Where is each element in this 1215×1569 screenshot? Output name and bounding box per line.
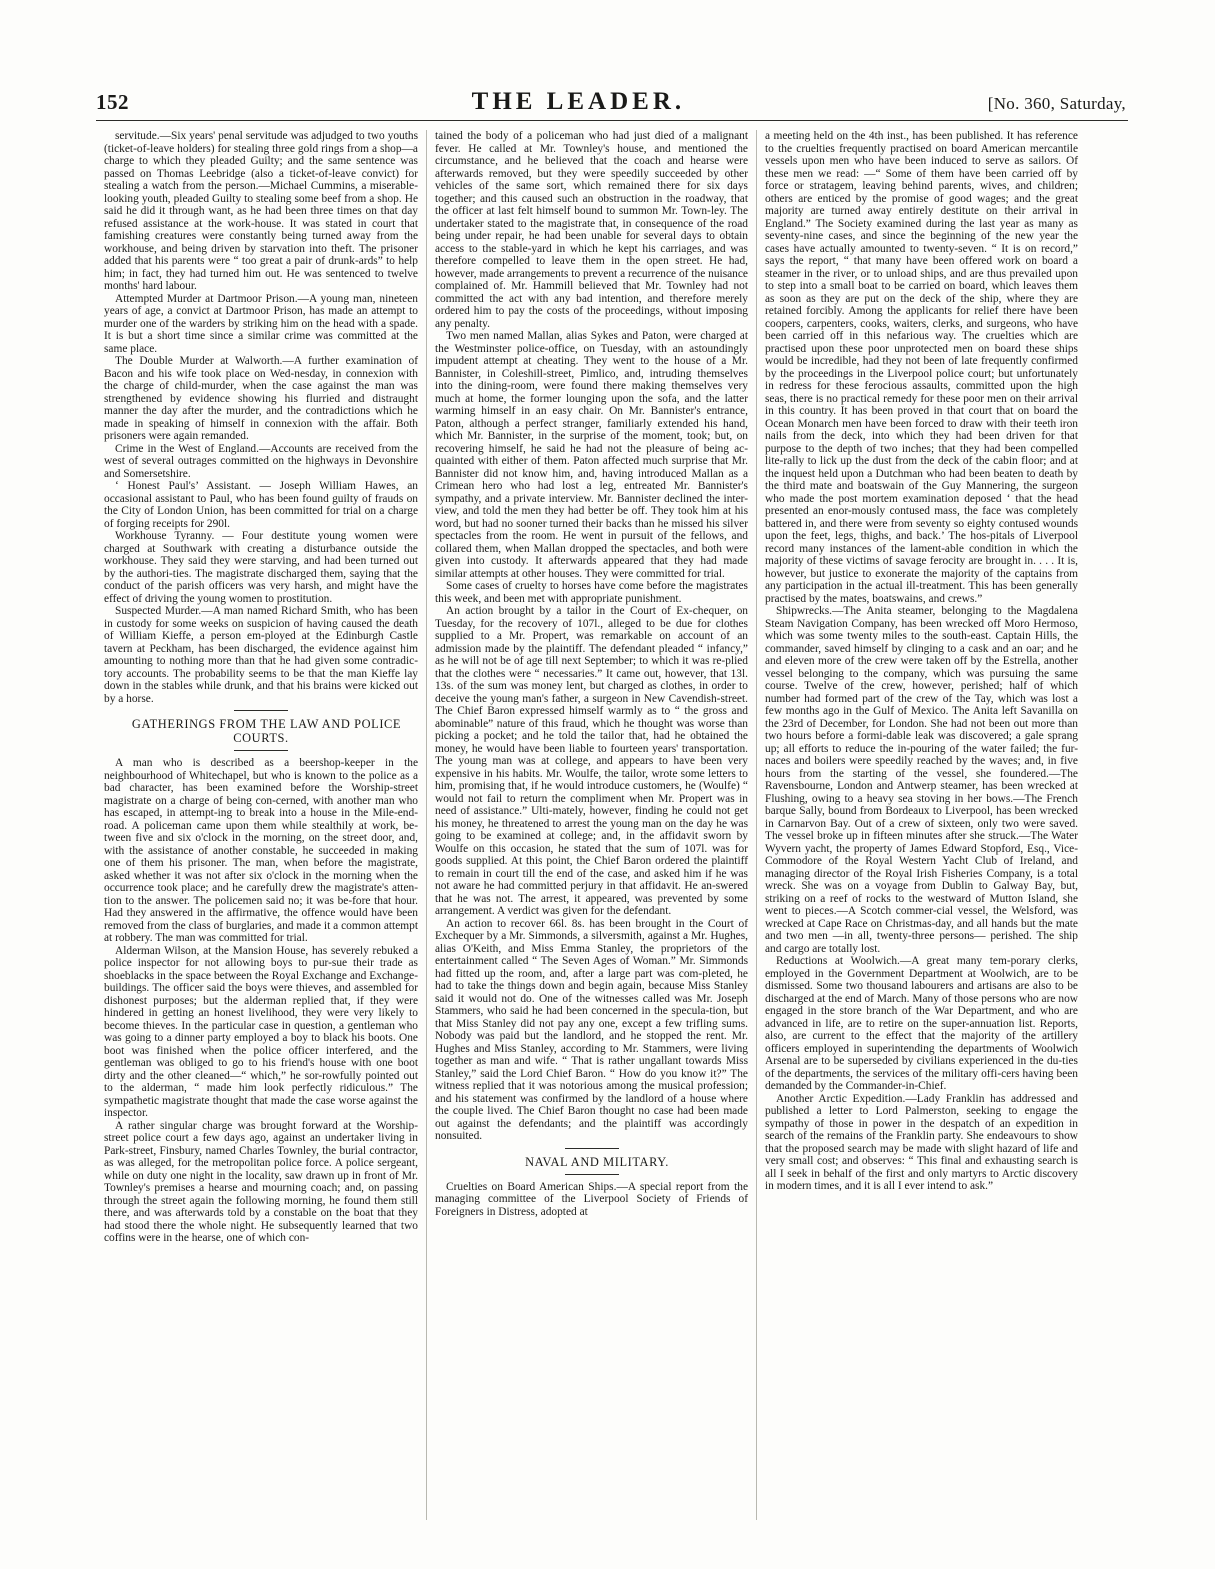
article-paragraph: Workhouse Tyranny. — Four destitute young women were charged at Southwark with creating a disturbance outside the workhouse. They said they were starving, and had been turned out by the authori-ties. The magistrate discharged them, saying that the conduct of the parish officers was very harsh, and might have the effect of driving the young women to prostitution.	[104, 530, 418, 605]
article-paragraph: servitude.—Six years' penal servitude was adjudged to two youths (ticket-of-leave holders) for stealing three gold rings from a shop—a charge to which they pleaded Guilty; and the same sentence was passed on Thomas Leebridge (also a ticket-of-leave convict) for stealing a watch from the person.—Michael Cummins, a miserable-looking youth, pleaded Guilty to stealing some beef from a shop. He said he did it through want, as he had been three times on that day refused assistance at the work-house. It was stated in court that famishing creatures were constantly being turned away from the workhouse, and being driven by starvation into theft. The prisoner added that his parents were “ too great a pair of drunk-ards” to help him; in fact, they had turned him out. He was sentenced to twelve months' hard labour.	[104, 130, 418, 292]
column-1	[96, 130, 426, 1520]
article-paragraph: The Double Murder at Walworth.—A further examination of Bacon and his wife took place on Wed-nesday, in connexion with the charge of child-murder, when the case against the man was strengthened by evidence showing his flurried and distraught manner the day after the murder, and the contradictions which he made in speaking of himself in connexion with the affair. Both prisoners were again remanded.	[104, 355, 418, 442]
article-paragraph: ‘ Honest Paul's’ Assistant. — Joseph William Hawes, an occasional assistant to Paul, who has been found guilty of frauds on the City of London Union, has been committed for trial on a charge of forging receipts for 290l.	[104, 480, 418, 530]
column-2	[426, 130, 756, 1520]
article-paragraph: An action to recover 66l. 8s. has been brought in the Court of Exchequer by a Mr. Simmonds, a silversmith, against a Mr. Hughes, alias O'Keith, and Miss Emma Stanley, the proprietors of the entertainment called “ The Seven Ages of Woman.” Mr. Simmonds had fitted up the room, and, after a large part was com-pleted, he had to take the things down and begin again, because Miss Stanley said it would not do. One of the witnesses called was Mr. Joseph Stammers, who said he had been concerned in the specula-tion, but that Miss Stanley did not pay any one, except a few trifling sums. Nobody was paid but the landlord, and he stopped the rent. Mr. Hughes and Miss Stanley, according to Mr. Stammers, were living together as man and wife. “ That is rather ungallant towards Miss Stanley,” said the Lord Chief Baron. “ How do you know it?” The witness replied that it was notorious among the musical profession; and his statement was confirmed by the landlord of a house where the couple lived. The Chief Baron thought no case had been made out against the defendants; and the plaintiff was accordingly nonsuited.	[435, 917, 748, 1142]
article-paragraph: Another Arctic Expedition.—Lady Franklin has addressed and published a letter to Lord Palmerston, seeking to engage the sympathy of those in power in the despatch of an expedition in search of the remains of the Franklin party. She endeavours to show that the proposed search may be made with slight hazard of life and very small cost; and observes: “ This final and exhausting search is all I seek in behalf of the first and only martyrs to Arctic discovery in modern times, and it is all I ever intend to ask.”	[765, 1092, 1078, 1192]
masthead	[96, 88, 1126, 118]
article-paragraph: Cruelties on Board American Ships.—A special report from the managing committee of the Liverpool Society of Friends of Foreigners in Distress, adopted at	[435, 1180, 748, 1218]
masthead-rule	[96, 120, 1128, 121]
heading-rule-top	[234, 710, 288, 711]
issue-info: [No. 360, Saturday,	[987, 94, 1126, 113]
section-heading: GATHERINGS FROM THE LAW AND POLICE COURTS.	[131, 717, 402, 745]
article-paragraph: Alderman Wilson, at the Mansion House, has severely rebuked a police inspector for not allowing boys to pur-sue their trade as shoeblacks in the space between the Royal Exchange and Exchange-buildings. The officer said the boys were thieves, and assembled for dishonest purposes; but the alderman replied that, if they were hindered in getting an honest livelihood, they were very likely to become thieves. In the particular case in question, a gentleman who was going to a dinner party employed a boy to black his boots. One boot was finished when the police officer interfered, and the gentleman was obliged to go to his friend's house with one boot dirty and the other cleaned—“ which,” he sor-rowfully pointed out to the alderman, “ made him look perfectly ridiculous.” The sympathetic magistrate thought that made the case worse against the inspector.	[104, 944, 418, 1119]
heading-rule-top	[565, 1148, 619, 1149]
section-heading: NAVAL AND MILITARY.	[525, 1154, 669, 1169]
article-columns	[96, 130, 1128, 1520]
article-paragraph: Crime in the West of England.—Accounts are received from the west of several outrages committed on the highways in Devonshire and Somersetshire.	[104, 442, 418, 480]
article-paragraph: a meeting held on the 4th inst., has been published. It has reference to the cruelties frequently practised on board American mercantile vessels upon men who have been induced to serve as sailors. Of these men we read: —“ Some of them have been carried off by force or stratagem, leaving behind parents, wives, and children; others are enticed by the promise of good wages; and the great majority are turned away entirely destitute on their arrival in England.” The Society examined during the last year as many as seventy-nine cases, and since the beginning of the new year the cases have actually amounted to twenty-seven. “ It is on record,” says the report, “ that many have been offered work on board a steamer in the river, or to unload ships, and are thus prevailed upon to step into a small boat to be carried on board, which leaves them as soon as they are put on the deck of the ship, where they are retained forcibly. Among the applicants for relief there have been coopers, carpenters, cooks, waiters, clerks, and surgeons, who have been carried off in this nefarious way. The cruelties which are practised upon these poor unprotected men on board these ships would be incredible, had they not been of late frequently confirmed by the proceedings in the Liverpool police court; but unfortunately in redress for these ferocious assaults, committed upon the high seas, there is no practical remedy for these poor men on their arrival in this country. It has been proved in that court that on board the Ocean Monarch men have been forced to draw with their teeth iron nails from the deck, into which they had been driven for that purpose to the depth of two inches; that they had been compelled lite-rally to lick up the dust from the deck of the cabin floor; and at the inquest held upon a Dutchman who had been beaten to death by the third mate and boatswain of the Guy Mannering, the surgeon who made the post mortem examination deposed ‘ that the head presented an enor-mously contused mass, the face was completely battered in, and there were from seventy so eighty contused wounds upon the feet, legs, thighs, and back.’ The hos-pitals of Liverpool record many instances of the lament-able condition in which the majority of these victims of savage ferocity are brought in. . . . It is, however, but justice to exonerate the majority of the captains from any participation in the actual ill-treatment. This has been generally practised by the mates, boatswains, and crews.”	[765, 130, 1078, 605]
article-paragraph: A man who is described as a beershop-keeper in the neighbourhood of Whitechapel, but who is known to the police as a bad character, has been examined before the Worship-street magistrate on a charge of being con-cerned, with another man who has escaped, in attempt-ing to break into a house in the Mile-end-road. A policeman came upon them while stealthily at work, be-tween five and six o'clock in the morning, on the street door, and, with the assistance of another constable, he succeeded in making one of them his prisoner. The man, when before the magistrate, asked whether it was not after six o'clock in the morning when the occurrence took place; and he carefully drew the magistrate's atten-tion to the answer. The policemen said no; it was be-fore that hour. Had they answered in the affirmative, the offence would have been removed from the class of burglaries, and made it a common attempt at robbery. The man was committed for trial.	[104, 757, 418, 944]
heading-rule-bottom	[565, 1174, 619, 1175]
article-paragraph: Attempted Murder at Dartmoor Prison.—A young man, nineteen years of age, a convict at Dartmoor Prison, has made an attempt to murder one of the warders by striking him on the head with a spade. It is but a short time since a similar crime was committed at the same place.	[104, 292, 418, 355]
column-3	[756, 130, 1086, 1520]
article-paragraph: Two men named Mallan, alias Sykes and Paton, were charged at the Westminster police-office, on Tuesday, with an astoundingly impudent attempt at cheating. They went to the house of a Mr. Bannister, in Coleshill-street, Pimlico, and, intruding themselves into the dining-room, were found there making themselves very much at home, the former lounging upon the sofa, and the latter warming himself in an easy chair. On Mr. Bannister's entrance, Paton, although a perfect stranger, familiarly extended his hand, which Mr. Bannister, in the surprise of the moment, took; but, on recovering himself, he said he had not the pleasure of being ac-quainted with either of them. Paton affected much surprise that Mr. Bannister did not know him, and, having introduced Mallan as a Crimean hero who had lost a leg, entreated Mr. Bannister's sympathy, and a private interview. Mr. Bannister declined the inter-view, and told the men they had better be off. They took him at his word, but had no sooner turned their backs than he missed his silver spectacles from the room. He went in pursuit of the fellows, and collared them, when Mallan dropped the spectacles, and both were given into custody. It afterwards appeared that they had made similar attempts at other houses. They were committed for trial.	[435, 330, 748, 580]
page-number-left: 152	[96, 90, 129, 114]
article-paragraph: Suspected Murder.—A man named Richard Smith, who has been in custody for some weeks on suspicion of having caused the death of William Kieffe, a person em-ployed at the Edinburgh Castle tavern at Peckham, has been discharged, the evidence against him amounting to nothing more than that he had given some contradic-tory accounts. The probability seems to be that the man Kieffe lay down in the stables while drunk, and that his brains were kicked out by a horse.	[104, 605, 418, 705]
article-paragraph: A rather singular charge was brought forward at the Worship-street police court a few days ago, against an undertaker living in Park-street, Finsbury, named Charles Townley, the burial contractor, as was alleged, for the metropolitan police force. A police sergeant, while on duty one night in the locality, saw drawn up in front of Mr. Townley's premises a hearse and mourning coach; and, on passing through the street again the following morning, he found them still there, and was afterwards told by a constable on the boat that they had stood there the whole night. He subsequently learned that two coffins were in the hearse, one of which con-	[104, 1119, 418, 1244]
article-paragraph: tained the body of a policeman who had just died of a malignant fever. He called at Mr. Townley's house, and mentioned the circumstance, and he believed that the coach and hearse were afterwards removed, but they were speedily succeeded by other vehicles of the same sort, which remained there for six days together; and this caused such an obstruction in the roadway, that the officer at last felt himself bound to summon Mr. Town-ley. The undertaker stated to the magistrate that, in consequence of the road being under repair, he had been unable for several days to obtain access to the stable-yard in which he kept his carriages, and was therefore compelled to leave them in the open street. He had, however, made arrangements to prevent a recurrence of the nuisance complained of. Mr. Hammill believed that Mr. Townley had not committed the act with any bad intention, and therefore merely ordered him to pay the costs of the proceedings, without imposing any penalty.	[435, 130, 748, 330]
article-paragraph: An action brought by a tailor in the Court of Ex-chequer, on Tuesday, for the recovery of 107l., alleged to be due for clothes supplied to a Mr. Propert, was remarkable on account of an admission made by the plaintiff. The defendant pleaded “ infancy,” as he will not be of age till next September; to which it was re-plied that the clothes were “ necessaries.” It came out, however, that 13l. 13s. of the sum was money lent, but charged as clothes, in order to deceive the young man's father, a surgeon in New Cavendish-street. The Chief Baron expressed himself warmly as to “ the gross and abominable” nature of this fraud, which he thought was worse than picking a pocket; and he told the tailor that, had he obtained the money, he would have been liable to fourteen years' transportation. The young man was at college, and appears to have been very expensive in his habits. Mr. Woulfe, the tailor, wrote some letters to him, promising that, if he would introduce customers, he (Woulfe) “ would not fail to return the compliment when Mr. Propert was in need of assistance.” Ulti-mately, however, finding he could not get his money, he threatened to arrest the young man on the day he was going to be examined at college; and, in the affidavit sworn by Woulfe on this occasion, he stated that the sum of 107l. was for goods supplied. At this point, the Chief Baron ordered the plaintiff to remain in court till the end of the case, and asked him if he was not aware he had committed perjury in that affidavit. He an-swered that he was not. The arrest, it appeared, was prevented by some arrangement. A verdict was given for the defendant.	[435, 605, 748, 917]
article-paragraph: Some cases of cruelty to horses have come before the magistrates this week, and been met with appropriate punishment.	[435, 580, 748, 605]
article-paragraph: Reductions at Woolwich.—A great many tem-porary clerks, employed in the Government Department at Woolwich, are to be dismissed. Some two thousand labourers and artisans are also to be discharged at the end of March. Many of those persons who are now engaged in the store branch of the War Department, and who are advanced in life, are to retire on the super-annuation list. Reports, also, are current to the effect that the majority of the artillery officers employed in superintending the departments of Woolwich Arsenal are to be superseded by civilians experienced in the du-ties of the departments, the services of the military offi-cers having been demanded by the Commander-in-Chief.	[765, 955, 1078, 1092]
heading-rule-bottom	[234, 750, 288, 751]
article-paragraph: Shipwrecks.—The Anita steamer, belonging to the Magdalena Steam Navigation Company, has been wrecked off Moro Hermoso, which was some twenty miles to the south-east. Captain Hills, the commander, saved himself by clinging to a cask and an oar; and he and eleven more of the crew were taken off by the Estrella, another vessel belonging to the company, which was pursuing the same course. Twelve of the crew, however, perished; half of which number had formed part of the crew of the Tay, which was lost a few months ago in the Gulf of Mexico. The Anita left Savanilla on the 23rd of December, for London. She had not been out more than two hours before a formi-dable leak was discovered; a gale sprang up; all efforts to reduce the in-pouring of the water failed; the fur-naces and boilers were speedily reached by the waves; and, in five hours from the starting of the vessel, she foundered.—The Ravensbourne, London and Antwerp steamer, has been wrecked at Flushing, owing to a heavy sea stoving in her bows.—The French barque Sally, bound from Bordeaux to Liverpool, has been wrecked in Carnarvon Bay. Out of a crew of sixteen, only two were saved. The vessel broke up in fifteen minutes after she struck.—The Water Wyvern yacht, the property of James Edward Stopford, Esq., Vice-Commodore of the Royal Western Yacht Club of Ireland, and managing director of the Royal Irish Fisheries Company, is a total wreck. She was on a voyage from Dublin to Galway Bay, but, striking on a reef of rocks to the westward of Mutton Island, she went to pieces.—A Scotch commer-cial vessel, the Welsford, was wrecked at Cape Race on Christmas-day, and all hands but the mate and two men —in all, twenty-three persons— perished. The ship and cargo are totally lost.	[765, 605, 1078, 955]
publication-title: THE LEADER.	[471, 88, 686, 115]
